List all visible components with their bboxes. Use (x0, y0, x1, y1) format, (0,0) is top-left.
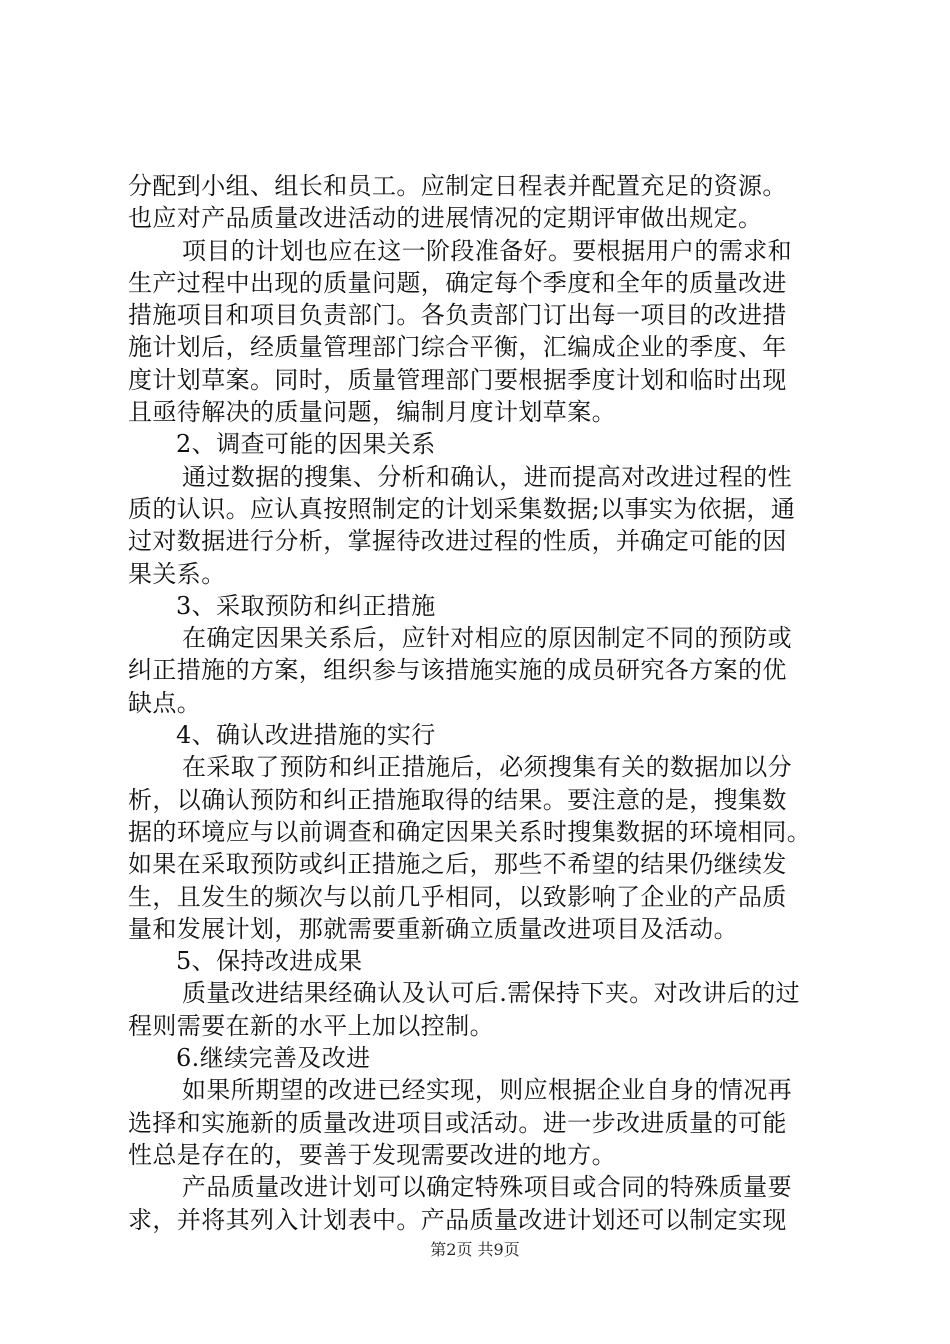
text-line: 产品质量改进计划可以确定特殊项目或合同的特殊质量要 (182, 1173, 792, 1202)
text-line: 在采取了预防和纠正措施后，必须搜集有关的数据加以分 (182, 753, 792, 782)
section-heading: 6.继续完善及改进 (176, 1044, 371, 1073)
section-heading: 5、保持改进成果 (176, 947, 363, 976)
text-line: 且亟待解决的质量问题，编制月度计划草案。 (128, 398, 616, 427)
page-footer: 第2页 共9页 (430, 1240, 520, 1259)
section-heading: 3、采取预防和纠正措施 (176, 591, 436, 620)
text-line: 据的环境应与以前调查和确定因果关系时搜集数据的环境相同。 (128, 817, 812, 846)
text-line: 度计划草案。同时，质量管理部门要根据季度计划和临时出现 (128, 365, 787, 394)
text-line: 生，且发生的频次与以前几乎相同，以致影响了企业的产品质 (128, 882, 787, 911)
text-line: 如果在采取预防或纠正措施之后，那些不希望的结果仍继续发 (128, 850, 787, 879)
text-line: 措施项目和项目负责部门。各负责部门订出每一项目的改进措 (128, 301, 787, 330)
text-line: 性总是存在的，要善于发现需要改进的地方。 (128, 1140, 616, 1169)
section-heading: 4、确认改进措施的实行 (176, 721, 436, 750)
text-line: 项目的计划也应在这一阶段准备好。要根据用户的需求和 (182, 236, 792, 265)
text-line: 也应对产品质量改进活动的进展情况的定期评审做出规定。 (128, 204, 763, 233)
document-body (128, 170, 848, 1236)
text-line: 过对数据进行分析，掌握待改进过程的性质，并确定可能的因 (128, 527, 787, 556)
text-line: 在确定因果关系后，应针对相应的原因制定不同的预防或 (182, 624, 792, 653)
text-line: 选择和实施新的质量改进项目或活动。进一步改进质量的可能 (128, 1108, 787, 1137)
text-line: 质的认识。应认真按照制定的计划采集数据;以事实为依据，通 (128, 494, 796, 523)
text-line: 质量改进结果经确认及认可后.需保持下夹。对改讲后的过 (182, 979, 801, 1008)
text-line: 施计划后，经质量管理部门综合平衡，汇编成企业的季度、年 (128, 333, 787, 362)
text-line: 生产过程中出现的质量问题，确定每个季度和全年的质量改进 (128, 268, 787, 297)
text-line: 程则需要在新的水平上加以控制。 (128, 1011, 494, 1040)
text-line: 如果所期望的改进已经实现，则应根据企业自身的情况再 (182, 1076, 792, 1105)
text-line: 缺点。 (128, 688, 202, 717)
text-line: 求，并将其列入计划表中。产品质量改进计划还可以制定实现 (128, 1205, 787, 1234)
text-line: 通过数据的搜集、分析和确认，进而提高对改进过程的性 (182, 462, 792, 491)
text-line: 分配到小组、组长和员工。应制定日程表并配置充足的资源。 (128, 172, 787, 200)
text-line: 量和发展计划，那就需要重新确立质量改进项目及活动。 (128, 914, 738, 943)
section-heading: 2、调查可能的因果关系 (176, 430, 436, 459)
text-line: 纠正措施的方案，组织参与该措施实施的成员研究各方案的优 (128, 656, 787, 685)
text-line: 果关系。 (128, 559, 226, 588)
text-line: 析，以确认预防和纠正措施取得的结果。要注意的是，搜集数 (128, 785, 787, 814)
